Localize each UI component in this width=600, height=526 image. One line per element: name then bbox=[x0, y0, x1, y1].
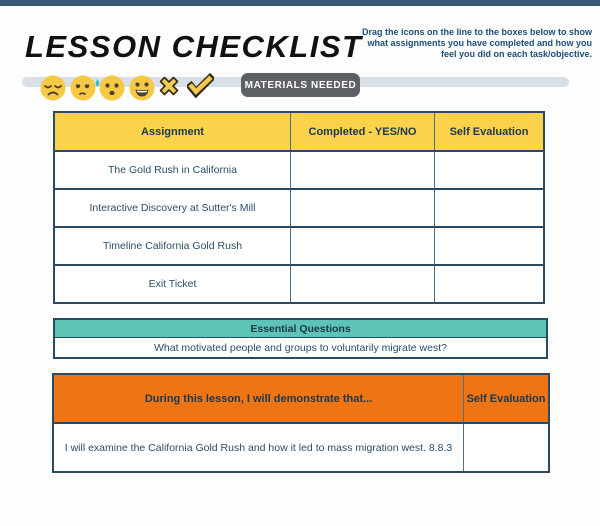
page-title: LESSON CHECKLIST bbox=[25, 29, 363, 64]
self-evaluation-drop-cell[interactable] bbox=[435, 152, 543, 188]
assignment-table bbox=[53, 111, 545, 304]
essential-questions-section bbox=[53, 318, 548, 359]
grinning-face-icon[interactable] bbox=[129, 75, 155, 101]
cross-mark-icon[interactable] bbox=[156, 73, 182, 99]
completed-drop-cell[interactable] bbox=[290, 190, 435, 226]
table-row bbox=[55, 228, 543, 266]
materials-needed-button[interactable] bbox=[241, 73, 360, 97]
table-row bbox=[54, 424, 548, 471]
assignment-name-cell: Interactive Discovery at Sutter's Mill bbox=[89, 202, 256, 214]
materials-needed-label: MATERIALS NEEDED bbox=[244, 79, 357, 91]
self-evaluation-drop-cell[interactable] bbox=[435, 266, 543, 302]
demonstrate-table-header-row bbox=[54, 375, 548, 424]
table-row bbox=[55, 266, 543, 302]
demonstrate-column-header: During this lesson, I will demonstrate that... bbox=[144, 392, 373, 405]
assignment-table-header-row bbox=[55, 113, 543, 152]
essential-question-text: What motivated people and groups to voluntarily migrate west? bbox=[154, 341, 447, 354]
slightly-happy-face-icon[interactable] bbox=[99, 75, 125, 101]
check-mark-icon[interactable] bbox=[187, 73, 213, 99]
assignment-column-header: Assignment bbox=[141, 125, 204, 138]
essential-questions-header: Essential Questions bbox=[55, 320, 546, 338]
self-evaluation-column-header: Self Evaluation bbox=[463, 375, 548, 422]
completed-drop-cell[interactable] bbox=[290, 266, 435, 302]
drag-instructions-text: Drag the icons on the line to the boxes below to show what assignments you have completed and how you feel you did on each task/objective. bbox=[361, 27, 592, 59]
assignment-name-cell: Exit Ticket bbox=[148, 278, 197, 290]
assignment-name-cell: The Gold Rush in California bbox=[108, 164, 237, 176]
completed-drop-cell[interactable] bbox=[290, 152, 435, 188]
demonstrate-table bbox=[52, 373, 550, 473]
table-row bbox=[55, 190, 543, 228]
self-evaluation-drop-cell[interactable] bbox=[463, 424, 548, 471]
top-accent-bar bbox=[0, 0, 600, 6]
self-evaluation-drop-cell[interactable] bbox=[435, 228, 543, 264]
self-evaluation-column-header: Self Evaluation bbox=[449, 125, 529, 138]
pensive-face-icon[interactable] bbox=[40, 75, 66, 101]
anxious-face-with-sweat-icon[interactable] bbox=[70, 75, 96, 101]
self-evaluation-drop-cell[interactable] bbox=[435, 190, 543, 226]
demonstrate-statement-cell: I will examine the California Gold Rush and how it led to mass migration west. 8.8.3 bbox=[64, 441, 453, 454]
table-row bbox=[55, 152, 543, 190]
completed-column-header: Completed - YES/NO bbox=[290, 113, 435, 150]
completed-drop-cell[interactable] bbox=[290, 228, 435, 264]
assignment-name-cell: Timeline California Gold Rush bbox=[102, 240, 243, 252]
